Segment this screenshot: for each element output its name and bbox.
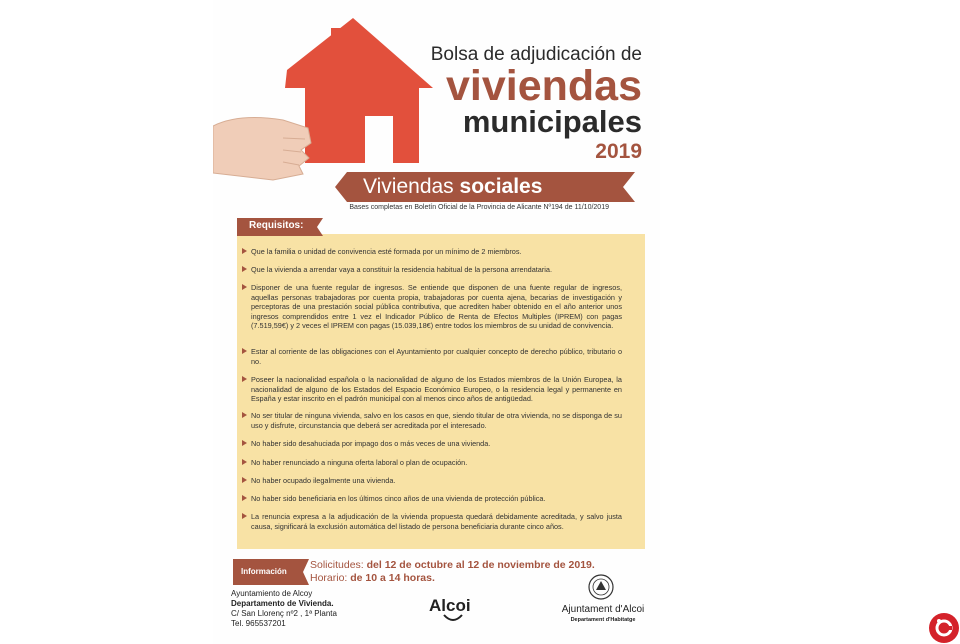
ajuntament-seal-icon [587,572,615,602]
title-year: 2019 [595,140,642,163]
solicitudes-value: del 12 de octubre al 12 de noviembre de 2019. [366,559,595,571]
horario-label: Horario: [310,572,351,584]
address-line-2: Departamento de Vivienda. [231,599,334,608]
departament-name: Departament d'Habitatge [570,617,636,623]
arrow-icon [242,266,247,272]
arrow-icon [242,477,247,483]
requisito-item: Disponer de una fuente regular de ingresos. Se entiende que disponen de una fuente regular de ingresos, aquellas personas trabajadoras por cuenta propia, trabajadoras por cuenta ajena, becarias de investigación y perceptoras de una prestación social pública contributiva, que acrediten haber obtenido en el año anterior unos ingresos comprendidos entre 1 vez el Indicador Público de Renta de Efectos Multiples (IPREM) con pagas (7.519,59€) y 2 veces el IPREM con pagas (15.039,18€) entre todos los miembros de su unidad de convivencia. [237,283,622,331]
subtitle-bold: sociales [459,175,543,198]
requisito-item: No haber sido desahuciada por impago dos o más veces de una vivienda. [237,439,622,449]
house-in-hand-illustration [213,8,443,183]
requisito-item: Estar al corriente de las obligaciones con el Ayuntamiento por cualquier concepto de derecho público, tributario o no. [237,347,622,366]
solicitudes-info [310,559,595,585]
ajuntament-name: Ajuntament d'Alcoi [561,604,645,615]
title-line-2: viviendas [446,62,642,110]
poster [213,0,660,644]
site-badge-icon [929,613,959,643]
contact-address [231,589,337,629]
requisito-item: No haber ocupado ilegalmente una vivienda. [237,476,622,486]
arrow-icon [242,513,247,519]
bases-note: Bases completas en Boletín Oficial de la Provincia de Alicante Nº194 de 11/10/2019 [349,204,609,211]
poster-title [431,44,642,166]
requisito-item: Poseer la nacionalidad española o la nacionalidad de alguno de los Estados miembros de la Unión Europea, la nacionalidad de alguno de los Estados del Espacio Económico Europeo, o la residencia legal y permanente en España y estar inscrito en el padrón municipal con al menos cinco años de antigüedad. [237,375,622,404]
requisito-item: No haber renunciado a ninguna oferta laboral o plan de ocupación. [237,458,622,468]
solicitudes-label: Solicitudes: [310,559,367,571]
arrow-icon [242,495,247,501]
alcoi-logo: Alcoi [429,596,471,615]
title-line-3: municipales [462,104,642,139]
requisito-item: No haber sido beneficiaria en los últimos cinco años de una vivienda de protección pública. [237,494,622,504]
address-line-3: C/ San Llorenç nº2 , 1ª Planta [231,609,337,618]
arrow-icon [242,412,247,418]
arrow-icon [242,248,247,254]
subtitle-text [363,173,542,201]
arrow-icon [242,440,247,446]
arrow-icon [242,376,247,382]
arrow-icon [242,348,247,354]
arrow-icon [242,459,247,465]
requisito-item: Que la familia o unidad de convivencia esté formada por un mínimo de 2 miembros. [237,247,622,257]
informacion-label: Información [241,567,287,576]
requisito-item: No ser titular de ninguna vivienda, salvo en los casos en que, siendo titular de otra vivienda, no se disponga de su uso y disfrute, circunstancia que deberá ser acreditada por el interesado. [237,411,622,430]
title-line-1: Bolsa de adjudicación de [430,44,642,65]
subtitle-normal: Viviendas [363,175,460,198]
address-line-1: Ayuntamiento de Alcoy [231,589,313,598]
arrow-icon [242,284,247,290]
requisito-item: Que la vivienda a arrendar vaya a constituir la residencia habitual de la persona arrendataria. [237,265,622,275]
requisito-item: La renuncia expresa a la adjudicación de la vivienda propuesta quedará debidamente acreditada, y salvo justa causa, significará la exclusión automática del listado de persona beneficiaria durante cinco años. [237,512,622,531]
horario-value: de 10 a 14 horas. [350,572,435,584]
address-line-4: Tel. 965537201 [231,619,286,628]
alcoi-smile-icon [442,613,464,623]
requisitos-label: Requisitos: [249,220,304,231]
